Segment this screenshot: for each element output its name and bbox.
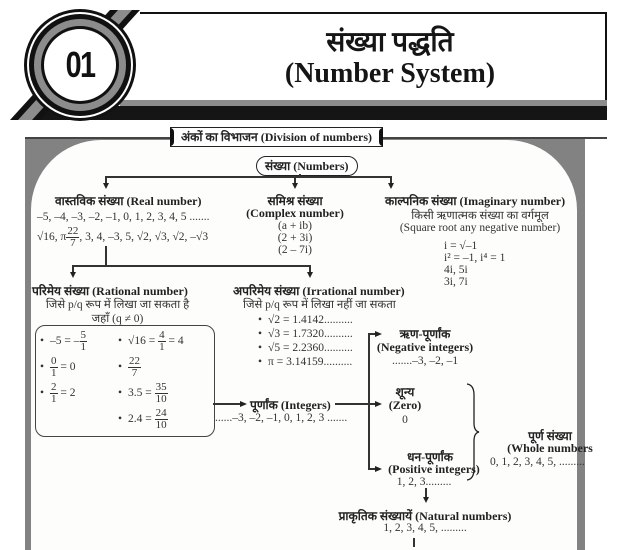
real-number-title: वास्तविक संख्या (Real number) (55, 194, 202, 208)
connector-natural-continue (413, 538, 415, 547)
real-number-examples-2: √16, π $\frac{22}{7}$ , 3, 4, –3, 5, √2, √3, √2, –√3 (37, 225, 209, 249)
connector-root (105, 176, 391, 178)
imaginary-desc-hindi: किसी ऋणात्मक संख्या का वर्गमूल (411, 210, 549, 222)
rational-desc-2: जहाँ (q ≠ 0) (91, 313, 144, 325)
real-number-examples-1: –5, –4, –3, –2, –1, 0, 1, 2, 3, 4, 5 ....... (37, 211, 210, 223)
zero-title-hindi: शून्य (395, 385, 415, 399)
imaginary-desc-english: (Square root any negative number) (399, 222, 561, 234)
connector-real-split (72, 265, 310, 267)
whole-numbers-title-hindi: पूर्ण संख्या (528, 429, 572, 443)
irrational-number-title: अपरिमेय संख्या (Irrational number) (233, 284, 405, 298)
connector-real-down (105, 246, 107, 266)
connector-rational-integers (213, 403, 241, 405)
connector-root-stem (299, 174, 301, 178)
arrow-down-icon (307, 272, 313, 278)
whole-numbers-values: 0, 1, 2, 3, 4, 5, ......... (490, 456, 585, 468)
rational-examples-left: • –5 = – $\frac{5}{1}$ • $\frac{0}{1}$ = 0 • $\frac{2}{1}$ = 2 (40, 328, 87, 406)
arrow-down-icon (292, 183, 298, 189)
irrational-desc: जिसे p/q रूप में लिखा नहीं जा सकता (243, 299, 396, 311)
section-label: अंकों का विभाजन (Division of numbers) (170, 127, 383, 147)
arrow-down-icon (103, 183, 109, 189)
negative-integers-title-english: (Negative integers) (376, 340, 474, 354)
zero-title-english: (Zero) (388, 398, 422, 412)
integers-title: पूर्णांक (Integers) (250, 398, 331, 412)
positive-integers-title-hindi: धन-पूर्णांक (407, 450, 453, 464)
chapter-number: 01 (65, 44, 95, 85)
arrow-right-icon (240, 401, 247, 407)
complex-number-title-hindi: समिश्र संख्या (267, 194, 323, 208)
brace-icon (466, 383, 480, 481)
complex-number-title-english: (Complex number) (246, 206, 344, 220)
zero-value: 0 (402, 414, 408, 426)
arrow-down-icon (388, 183, 394, 189)
imaginary-number-title: काल्पनिक संख्या (Imaginary number) (385, 194, 566, 208)
positive-integers-values: 1, 2, 3......... (396, 476, 452, 488)
whole-numbers-title-english: (Whole numbers (507, 441, 593, 455)
connector-integers-out (335, 403, 368, 405)
root-node-numbers: संख्या (Numbers) (256, 156, 358, 176)
arrow-down-icon (423, 497, 429, 503)
rational-desc-1: जिसे p/q रूप में लिखा जा सकता है (45, 299, 190, 311)
imaginary-examples: i = √–1 i² = –1, i⁴ = 1 4i, 5i 3i, 7i (444, 240, 506, 288)
natural-numbers-values: 1, 2, 3, 4, 5, ......... (383, 522, 467, 534)
irrational-examples: • √2 = 1.4142.......... • √3 = 1.7320.......... • √5 = 2.2360.......... • π = 3.14159.......... (258, 313, 353, 369)
chapter-title-english: (Number System) (284, 58, 496, 89)
positive-integers-title-english: (Positive integers) (388, 462, 480, 476)
integers-values: ......–3, –2, –1, 0, 1, 2, 3 ....... (215, 412, 348, 424)
rational-number-title: परिमेय संख्या (Rational number) (32, 284, 188, 298)
natural-numbers-title: प्राकृतिक संख्यायें (Natural numbers) (338, 509, 512, 523)
arrow-down-icon (70, 272, 76, 278)
negative-integers-values: .......–3, –2, –1 (391, 355, 459, 367)
negative-integers-title-hindi: ऋण-पूर्णांक (399, 327, 451, 341)
complex-examples: (a + ib) (2 + 3i) (2 – 7i) (277, 220, 313, 256)
chapter-title-hindi: संख्या पद्धति (326, 27, 454, 58)
rational-examples-right: • √16 = $\frac{4}{1}$ = 4 • $\frac{22}{7}$ • 3.5 = $\frac{35}{10}$ • 2.4 = $\frac{24}{10}$ (118, 328, 184, 432)
